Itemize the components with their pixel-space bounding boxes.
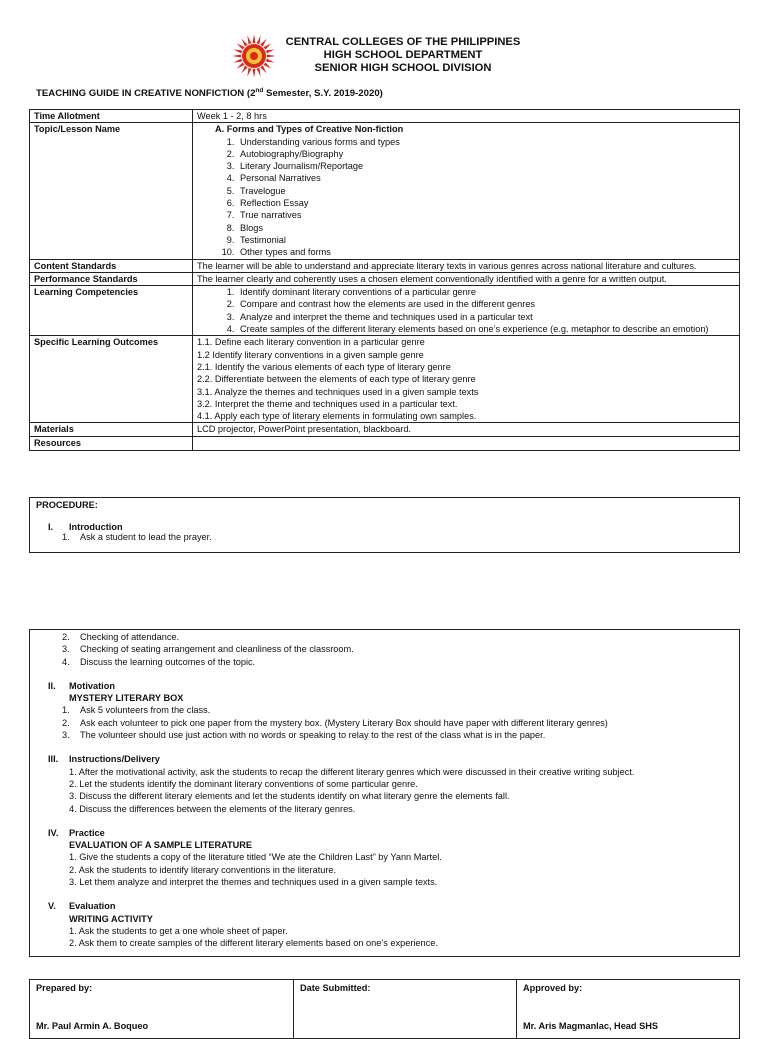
item-number: 3. bbox=[62, 730, 70, 741]
outcomes-cell bbox=[193, 336, 740, 423]
item-text: Ask each volunteer to pick one paper from the mystery box. (Mystery Literary Box should have paper with different literary genres) bbox=[80, 717, 608, 728]
motivation-heading: II. Motivation bbox=[48, 680, 115, 691]
introduction-continued bbox=[36, 631, 733, 668]
item-number: 3. bbox=[62, 644, 70, 655]
procedure-box-page2 bbox=[29, 629, 740, 957]
table-row bbox=[30, 980, 740, 1039]
prepared-cell bbox=[30, 980, 294, 1039]
list-item: 2. Ask the students to identify literary conventions in the literature. bbox=[69, 864, 337, 875]
row-label: Specific Learning Outcomes bbox=[30, 336, 193, 423]
table-row bbox=[30, 336, 740, 423]
row-label: Performance Standards bbox=[30, 272, 193, 285]
list-item bbox=[36, 717, 733, 729]
list-item: 2.1. Identify the various elements of each type of literary genre bbox=[197, 361, 451, 372]
instructions-heading: III. Instructions/Delivery bbox=[48, 754, 160, 765]
item-text: Checking of seating arrangement and cleanliness of the classroom. bbox=[80, 644, 354, 655]
row-label: Resources bbox=[30, 436, 193, 450]
list-item: 7. True narratives bbox=[237, 209, 735, 221]
item-number: 1. bbox=[62, 705, 70, 716]
school-seal-icon bbox=[232, 34, 276, 78]
row-label: Topic/Lesson Name bbox=[30, 123, 193, 259]
row-label: Materials bbox=[30, 423, 193, 436]
row-label: Content Standards bbox=[30, 259, 193, 272]
instructions-list bbox=[36, 766, 733, 815]
list-item bbox=[36, 643, 733, 655]
list-item: 3.2. Interpret the theme and techniques used in a particular text. bbox=[197, 398, 458, 409]
list-item bbox=[36, 729, 733, 741]
list-item: 2. Let the students identify the dominant literary conventions of some particular genre. bbox=[69, 778, 418, 789]
list-item: 2. Ask them to create samples of the different literary elements based on one’s experience. bbox=[69, 938, 438, 949]
competencies-list bbox=[197, 286, 735, 335]
item-text: Ask 5 volunteers from the class. bbox=[80, 705, 211, 716]
list-item: 3. Literary Journalism/Reportage bbox=[237, 160, 735, 172]
list-item: 4. Discuss the differences between the elements of the literary genres. bbox=[69, 803, 356, 814]
competencies-cell bbox=[193, 286, 740, 336]
list-item: 4. Personal Narratives bbox=[237, 172, 735, 184]
table-row bbox=[30, 423, 740, 436]
list-item: 4. Create samples of the different literary elements based on one’s experience (e.g. metaphor to describe an emotion) bbox=[237, 323, 735, 335]
table-row bbox=[30, 436, 740, 450]
list-item: 3. Discuss the different literary elements and let the students identify on what literary genre the elements fall. bbox=[69, 791, 510, 802]
approved-cell bbox=[517, 980, 740, 1039]
practice-subtitle: EVALUATION OF A SAMPLE LITERATURE bbox=[69, 840, 253, 851]
list-item: 1. Ask the students to get a one whole sheet of paper. bbox=[69, 925, 288, 936]
introduction-heading: I. Introduction bbox=[48, 522, 123, 532]
item-number: 4. bbox=[62, 656, 70, 667]
list-item: 1.2 Identify literary conventions in a given sample genre bbox=[197, 349, 424, 360]
list-item: 3.1. Analyze the themes and techniques used in a given sample texts bbox=[197, 386, 479, 397]
row-label: Time Allotment bbox=[30, 110, 193, 123]
list-item bbox=[36, 704, 733, 716]
list-item: 3. Let them analyze and interpret the themes and techniques used in a given sample texts. bbox=[69, 877, 438, 888]
practice-heading: IV. Practice bbox=[48, 827, 105, 838]
list-item: 1.1. Define each literary convention in a particular genre bbox=[197, 337, 425, 348]
evaluation-heading: V. Evaluation bbox=[48, 901, 116, 912]
item-text: The volunteer should use just action with no words or speaking to relay to the rest of the class what is in the paper. bbox=[80, 730, 546, 741]
performance-standards-value: The learner clearly and coherently uses a chosen element conventionally identified with a genre for a written output. bbox=[193, 272, 740, 285]
list-item: 2.2. Differentiate between the elements of each type of literary genre bbox=[197, 374, 476, 385]
item-text: Discuss the learning outcomes of the topic. bbox=[80, 656, 256, 667]
date-label: Date Submitted: bbox=[300, 983, 371, 993]
list-item: 5. Travelogue bbox=[237, 185, 735, 197]
item-number: 2. bbox=[62, 632, 70, 642]
item-text: Checking of attendance. bbox=[80, 632, 180, 642]
table-row bbox=[30, 123, 740, 259]
lesson-info-table bbox=[29, 109, 740, 451]
list-item: 3. Analyze and interpret the theme and techniques used in a particular text bbox=[237, 311, 735, 323]
list-item: 8. Blogs bbox=[237, 222, 735, 234]
date-cell bbox=[294, 980, 517, 1039]
prepared-label: Prepared by: bbox=[36, 983, 93, 993]
motivation-list bbox=[36, 704, 733, 741]
content-standards-value: The learner will be able to understand and appreciate literary texts in various genres across national literature and cultures. bbox=[193, 259, 740, 272]
topic-cell bbox=[193, 123, 740, 259]
table-row bbox=[30, 259, 740, 272]
list-item: 1. After the motivational activity, ask the students to recap the different literary genres which were discussed in their creative writing subject. bbox=[69, 766, 635, 777]
list-item: 6. Reflection Essay bbox=[237, 197, 735, 209]
table-row bbox=[30, 286, 740, 336]
procedure-box-page1 bbox=[29, 497, 740, 553]
table-row bbox=[30, 110, 740, 123]
document-header bbox=[0, 30, 768, 88]
approved-name: Mr. Aris Magmanlac, Head SHS bbox=[523, 1021, 658, 1031]
list-item: 9. Testimonial bbox=[237, 234, 735, 246]
row-label: Learning Competencies bbox=[30, 286, 193, 336]
materials-value: LCD projector, PowerPoint presentation, blackboard. bbox=[193, 423, 740, 436]
item-number: 2. bbox=[62, 717, 70, 728]
list-item: 2. Compare and contrast how the elements are used in the different genres bbox=[237, 298, 735, 310]
list-item: 1. Ask a student to lead the prayer. bbox=[62, 532, 212, 542]
list-item: 1. Give the students a copy of the literature titled “We ate the Children Last” by Yann Martel. bbox=[69, 852, 442, 863]
evaluation-subtitle: WRITING ACTIVITY bbox=[69, 913, 153, 924]
procedure-label: PROCEDURE: bbox=[36, 500, 98, 510]
motivation-subtitle: MYSTERY LITERARY BOX bbox=[69, 693, 184, 704]
signoff-table bbox=[29, 979, 740, 1039]
prepared-name: Mr. Paul Armin A. Boqueo bbox=[36, 1021, 149, 1031]
list-item: 1. Identify dominant literary conventions of a particular genre bbox=[237, 286, 735, 298]
approved-label: Approved by: bbox=[523, 983, 583, 993]
list-item: 10. Other types and forms bbox=[237, 246, 735, 258]
evaluation-list bbox=[36, 925, 733, 950]
time-allotment-value: Week 1 - 2, 8 hrs bbox=[193, 110, 740, 123]
institution-name: CENTRAL COLLEGES OF THE PHILIPPINES HIGH SCHOOL DEPARTMENT SENIOR HIGH SCHOOL DIVISION bbox=[285, 36, 521, 74]
list-item: 4.1. Apply each type of literary elements in formulating own samples. bbox=[197, 411, 477, 422]
list-item: 1. Understanding various forms and types bbox=[237, 136, 735, 148]
topic-list bbox=[197, 136, 735, 259]
page-title: TEACHING GUIDE IN CREATIVE NONFICTION (2nd Semester, S.Y. 2019-2020) bbox=[36, 87, 383, 100]
list-item: 2. Autobiography/Biography bbox=[237, 148, 735, 160]
list-item bbox=[36, 656, 733, 668]
list-item bbox=[36, 631, 733, 643]
practice-list bbox=[36, 851, 733, 888]
topic-heading: A. Forms and Types of Creative Non-fiction bbox=[215, 124, 404, 135]
table-row bbox=[30, 272, 740, 285]
resources-value bbox=[193, 436, 740, 450]
